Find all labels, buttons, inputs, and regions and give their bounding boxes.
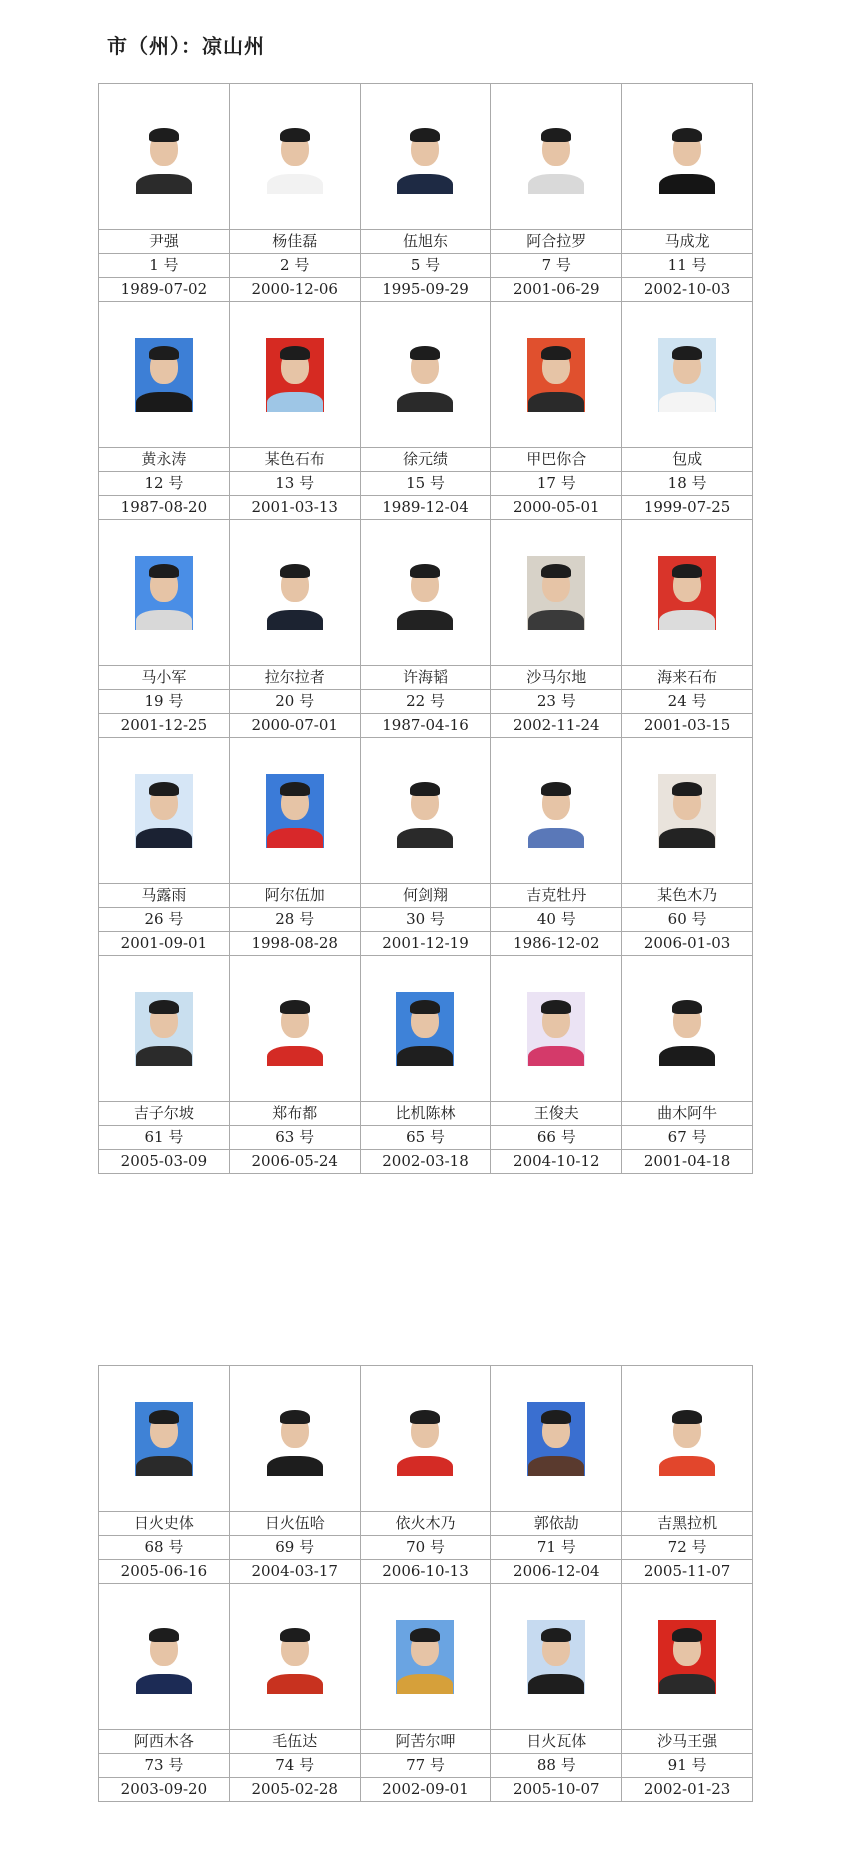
player-hair [149,346,179,360]
player-name: 尹强 [99,230,229,254]
player-name: 毛伍达 [230,1730,360,1754]
player-number: 20 号 [230,690,360,714]
player-card [230,302,361,520]
table-row [99,84,753,302]
player-hair [541,128,571,142]
player-name: 日火伍哈 [230,1512,360,1536]
player-hair [280,1628,310,1642]
player-number: 22 号 [361,690,491,714]
player-number: 68 号 [99,1536,229,1560]
player-photo-area [99,520,229,666]
player-photo-area [230,738,360,884]
player-number: 19 号 [99,690,229,714]
player-photo-area [230,956,360,1102]
player-hair [149,1410,179,1424]
roster-table-2 [98,1365,753,1802]
player-birthdate: 2002-01-23 [643,1780,731,1798]
player-shirt [267,1046,323,1066]
player-shirt [136,1046,192,1066]
player-birthdate: 2006-12-04 [513,1562,600,1580]
player-number: 66 号 [491,1126,621,1150]
player-card [491,1584,622,1802]
player-name: 海来石布 [622,666,752,690]
player-photo [658,992,716,1066]
player-hair [410,564,440,578]
player-shirt [267,610,323,630]
player-name: 拉尔拉者 [230,666,360,690]
player-photo [527,1620,585,1694]
player-hair [280,1410,310,1424]
player-card [361,738,492,956]
player-photo [396,556,454,630]
player-photo [396,120,454,194]
player-number: 61 号 [99,1126,229,1150]
player-birthdate: 1986-12-02 [513,934,600,952]
player-shirt [528,610,584,630]
player-card [622,738,753,956]
player-birthdate: 2001-03-13 [251,498,338,516]
player-number: 28 号 [230,908,360,932]
player-card [230,738,361,956]
player-hair [541,1000,571,1014]
player-number: 24 号 [622,690,752,714]
player-name: 伍旭东 [361,230,491,254]
player-name: 某色石布 [230,448,360,472]
player-photo-area [361,302,491,448]
player-number: 15 号 [361,472,491,496]
player-name: 王俊夫 [491,1102,621,1126]
player-birthdate: 2000-07-01 [251,716,338,734]
player-hair [410,782,440,796]
table-row [99,520,753,738]
player-number: 13 号 [230,472,360,496]
player-photo-area [491,84,621,230]
player-name: 阿西木各 [99,1730,229,1754]
player-birthdate: 2001-09-01 [120,934,208,952]
table-row [99,738,753,956]
player-number: 18 号 [622,472,752,496]
player-photo-area [491,1366,621,1512]
player-hair [541,782,571,796]
player-number: 74 号 [230,1754,360,1778]
player-card [491,1366,622,1584]
player-photo [135,1620,193,1694]
player-hair [541,1410,571,1424]
player-birthdate: 1995-09-29 [382,280,469,298]
player-birthdate: 2005-11-07 [643,1562,731,1580]
player-shirt [397,174,453,194]
player-shirt [659,610,715,630]
player-card [230,84,361,302]
table-row [99,956,753,1174]
player-card [361,520,492,738]
player-name: 马成龙 [622,230,752,254]
player-number: 72 号 [622,1536,752,1560]
player-shirt [528,1456,584,1476]
player-photo [527,120,585,194]
player-hair [149,564,179,578]
player-name: 依火木乃 [361,1512,491,1536]
player-photo [266,1620,324,1694]
player-name: 徐元绩 [361,448,491,472]
player-birthdate: 2001-12-25 [120,716,208,734]
player-photo-area [491,956,621,1102]
player-name: 沙马王强 [622,1730,752,1754]
player-photo [527,338,585,412]
page-title: 市（州）：凉山州 [107,34,265,58]
player-shirt [136,610,192,630]
player-birthdate: 2006-05-24 [251,1152,338,1170]
player-shirt [528,1046,584,1066]
player-photo [658,1620,716,1694]
player-photo [658,1402,716,1476]
player-name: 曲木阿牛 [622,1102,752,1126]
player-shirt [528,174,584,194]
player-photo-area [491,302,621,448]
player-photo [396,338,454,412]
player-photo [266,992,324,1066]
player-shirt [267,1674,323,1694]
player-photo [527,774,585,848]
player-photo-area [230,520,360,666]
player-card [491,738,622,956]
player-photo-area [622,1366,752,1512]
player-photo [658,556,716,630]
player-shirt [267,828,323,848]
player-card [622,84,753,302]
player-photo-area [230,302,360,448]
player-number: 71 号 [491,1536,621,1560]
player-number: 60 号 [622,908,752,932]
player-hair [280,782,310,796]
player-shirt [397,610,453,630]
player-hair [672,346,702,360]
player-hair [280,346,310,360]
player-number: 30 号 [361,908,491,932]
player-hair [410,346,440,360]
player-photo [396,774,454,848]
player-photo-area [99,84,229,230]
player-birthdate: 2005-02-28 [251,1780,338,1798]
player-shirt [267,174,323,194]
player-photo [135,1402,193,1476]
player-name: 吉子尔坡 [99,1102,229,1126]
player-card [361,956,492,1174]
player-number: 5 号 [361,254,491,278]
player-number: 63 号 [230,1126,360,1150]
player-shirt [397,1046,453,1066]
player-shirt [136,1674,192,1694]
player-birthdate: 2001-04-18 [643,1152,731,1170]
player-birthdate: 1989-07-02 [120,280,208,298]
player-shirt [659,1456,715,1476]
player-birthdate: 2005-03-09 [120,1152,208,1170]
player-shirt [397,1456,453,1476]
player-hair [541,564,571,578]
player-birthdate: 2006-10-13 [382,1562,469,1580]
player-name: 比机陈林 [361,1102,491,1126]
player-photo-area [99,956,229,1102]
player-birthdate: 2000-12-06 [251,280,338,298]
player-card [99,302,230,520]
player-shirt [659,1674,715,1694]
player-photo [527,992,585,1066]
player-birthdate: 1999-07-25 [643,498,731,516]
player-photo [396,1402,454,1476]
player-hair [541,1628,571,1642]
player-hair [149,1628,179,1642]
player-photo-area [230,84,360,230]
player-hair [672,1000,702,1014]
player-hair [410,128,440,142]
player-birthdate: 2002-03-18 [382,1152,469,1170]
player-shirt [136,828,192,848]
player-number: 40 号 [491,908,621,932]
player-birthdate: 2002-10-03 [643,280,731,298]
player-card [99,84,230,302]
player-hair [149,782,179,796]
player-shirt [528,1674,584,1694]
player-number: 23 号 [491,690,621,714]
player-card [99,956,230,1174]
player-shirt [267,392,323,412]
player-photo-area [361,738,491,884]
player-photo-area [361,956,491,1102]
player-photo-area [99,1366,229,1512]
player-name: 黄永涛 [99,448,229,472]
player-card [99,738,230,956]
player-birthdate: 2004-03-17 [251,1562,338,1580]
player-card [622,520,753,738]
player-photo-area [99,738,229,884]
player-shirt [659,1046,715,1066]
player-card [361,302,492,520]
player-card [361,1366,492,1584]
player-photo-area [491,520,621,666]
player-birthdate: 2001-06-29 [513,280,600,298]
player-name: 马小军 [99,666,229,690]
player-shirt [659,174,715,194]
player-shirt [659,828,715,848]
player-card [99,1366,230,1584]
table-row [99,1366,753,1584]
player-name: 某色木乃 [622,884,752,908]
player-number: 1 号 [99,254,229,278]
player-birthdate: 2003-09-20 [120,1780,208,1798]
player-card [99,1584,230,1802]
player-birthdate: 2006-01-03 [643,934,731,952]
player-photo [658,774,716,848]
player-number: 73 号 [99,1754,229,1778]
table-row [99,302,753,520]
player-hair [672,1410,702,1424]
player-shirt [659,392,715,412]
player-shirt [267,1456,323,1476]
player-photo-area [622,84,752,230]
player-hair [149,128,179,142]
player-name: 何剑翔 [361,884,491,908]
player-photo [658,338,716,412]
player-photo [266,338,324,412]
roster-table-1 [98,83,753,1174]
player-name: 甲巴你合 [491,448,621,472]
player-birthdate: 1987-04-16 [382,716,469,734]
player-card [622,956,753,1174]
player-name: 吉黑拉机 [622,1512,752,1536]
player-birthdate: 2004-10-12 [513,1152,600,1170]
player-photo [527,1402,585,1476]
player-card [622,1366,753,1584]
table-row [99,1584,753,1802]
player-photo-area [622,738,752,884]
player-card [230,956,361,1174]
player-photo [658,120,716,194]
player-photo-area [622,520,752,666]
player-card [491,302,622,520]
player-name: 马露雨 [99,884,229,908]
player-hair [410,1410,440,1424]
player-shirt [136,174,192,194]
player-photo [135,992,193,1066]
player-birthdate: 2005-10-07 [513,1780,600,1798]
player-photo-area [622,302,752,448]
player-hair [410,1628,440,1642]
player-number: 77 号 [361,1754,491,1778]
player-hair [541,346,571,360]
player-number: 17 号 [491,472,621,496]
player-hair [672,782,702,796]
player-birthdate: 2001-03-15 [643,716,731,734]
player-hair [280,1000,310,1014]
player-birthdate: 2001-12-19 [382,934,469,952]
player-number: 69 号 [230,1536,360,1560]
player-birthdate: 2005-06-16 [120,1562,208,1580]
player-birthdate: 2002-11-24 [513,716,600,734]
player-name: 郑布都 [230,1102,360,1126]
player-card [622,302,753,520]
player-shirt [397,828,453,848]
player-name: 沙马尔地 [491,666,621,690]
player-hair [149,1000,179,1014]
player-photo [135,120,193,194]
player-name: 包成 [622,448,752,472]
player-birthdate: 1998-08-28 [251,934,338,952]
player-hair [280,128,310,142]
player-number: 26 号 [99,908,229,932]
player-photo-area [361,1584,491,1730]
player-shirt [136,392,192,412]
player-card [361,1584,492,1802]
player-birthdate: 1987-08-20 [120,498,208,516]
player-name: 阿尔伍加 [230,884,360,908]
player-photo-area [491,738,621,884]
player-card [491,520,622,738]
player-card [99,520,230,738]
player-shirt [397,392,453,412]
player-hair [672,564,702,578]
player-number: 2 号 [230,254,360,278]
player-photo-area [361,1366,491,1512]
player-photo-area [99,302,229,448]
player-card [361,84,492,302]
player-photo-area [230,1584,360,1730]
player-number: 11 号 [622,254,752,278]
player-photo-area [622,956,752,1102]
player-number: 65 号 [361,1126,491,1150]
player-number: 7 号 [491,254,621,278]
player-hair [672,128,702,142]
player-photo-area [361,520,491,666]
player-shirt [528,392,584,412]
player-shirt [136,1456,192,1476]
player-name: 日火瓦体 [491,1730,621,1754]
player-name: 阿苦尔呷 [361,1730,491,1754]
player-number: 88 号 [491,1754,621,1778]
player-name: 许海韬 [361,666,491,690]
player-photo [135,556,193,630]
player-number: 70 号 [361,1536,491,1560]
player-card [230,1366,361,1584]
player-name: 阿合拉罗 [491,230,621,254]
player-name: 郭依劼 [491,1512,621,1536]
player-photo [396,1620,454,1694]
player-card [230,520,361,738]
player-hair [410,1000,440,1014]
player-photo-area [99,1584,229,1730]
player-birthdate: 2002-09-01 [382,1780,469,1798]
player-shirt [528,828,584,848]
player-photo [527,556,585,630]
player-card [491,84,622,302]
player-card [491,956,622,1174]
player-photo [266,1402,324,1476]
player-photo-area [622,1584,752,1730]
player-number: 12 号 [99,472,229,496]
player-photo [396,992,454,1066]
player-photo-area [491,1584,621,1730]
player-name: 日火史体 [99,1512,229,1536]
player-number: 91 号 [622,1754,752,1778]
player-shirt [397,1674,453,1694]
player-name: 吉克牡丹 [491,884,621,908]
player-card [622,1584,753,1802]
player-number: 67 号 [622,1126,752,1150]
player-photo [266,556,324,630]
player-birthdate: 1989-12-04 [382,498,469,516]
player-hair [280,564,310,578]
player-photo [266,120,324,194]
player-photo [135,774,193,848]
player-hair [672,1628,702,1642]
player-card [230,1584,361,1802]
player-photo-area [361,84,491,230]
player-photo [135,338,193,412]
player-name: 杨佳磊 [230,230,360,254]
player-photo-area [230,1366,360,1512]
player-birthdate: 2000-05-01 [513,498,600,516]
player-photo [266,774,324,848]
